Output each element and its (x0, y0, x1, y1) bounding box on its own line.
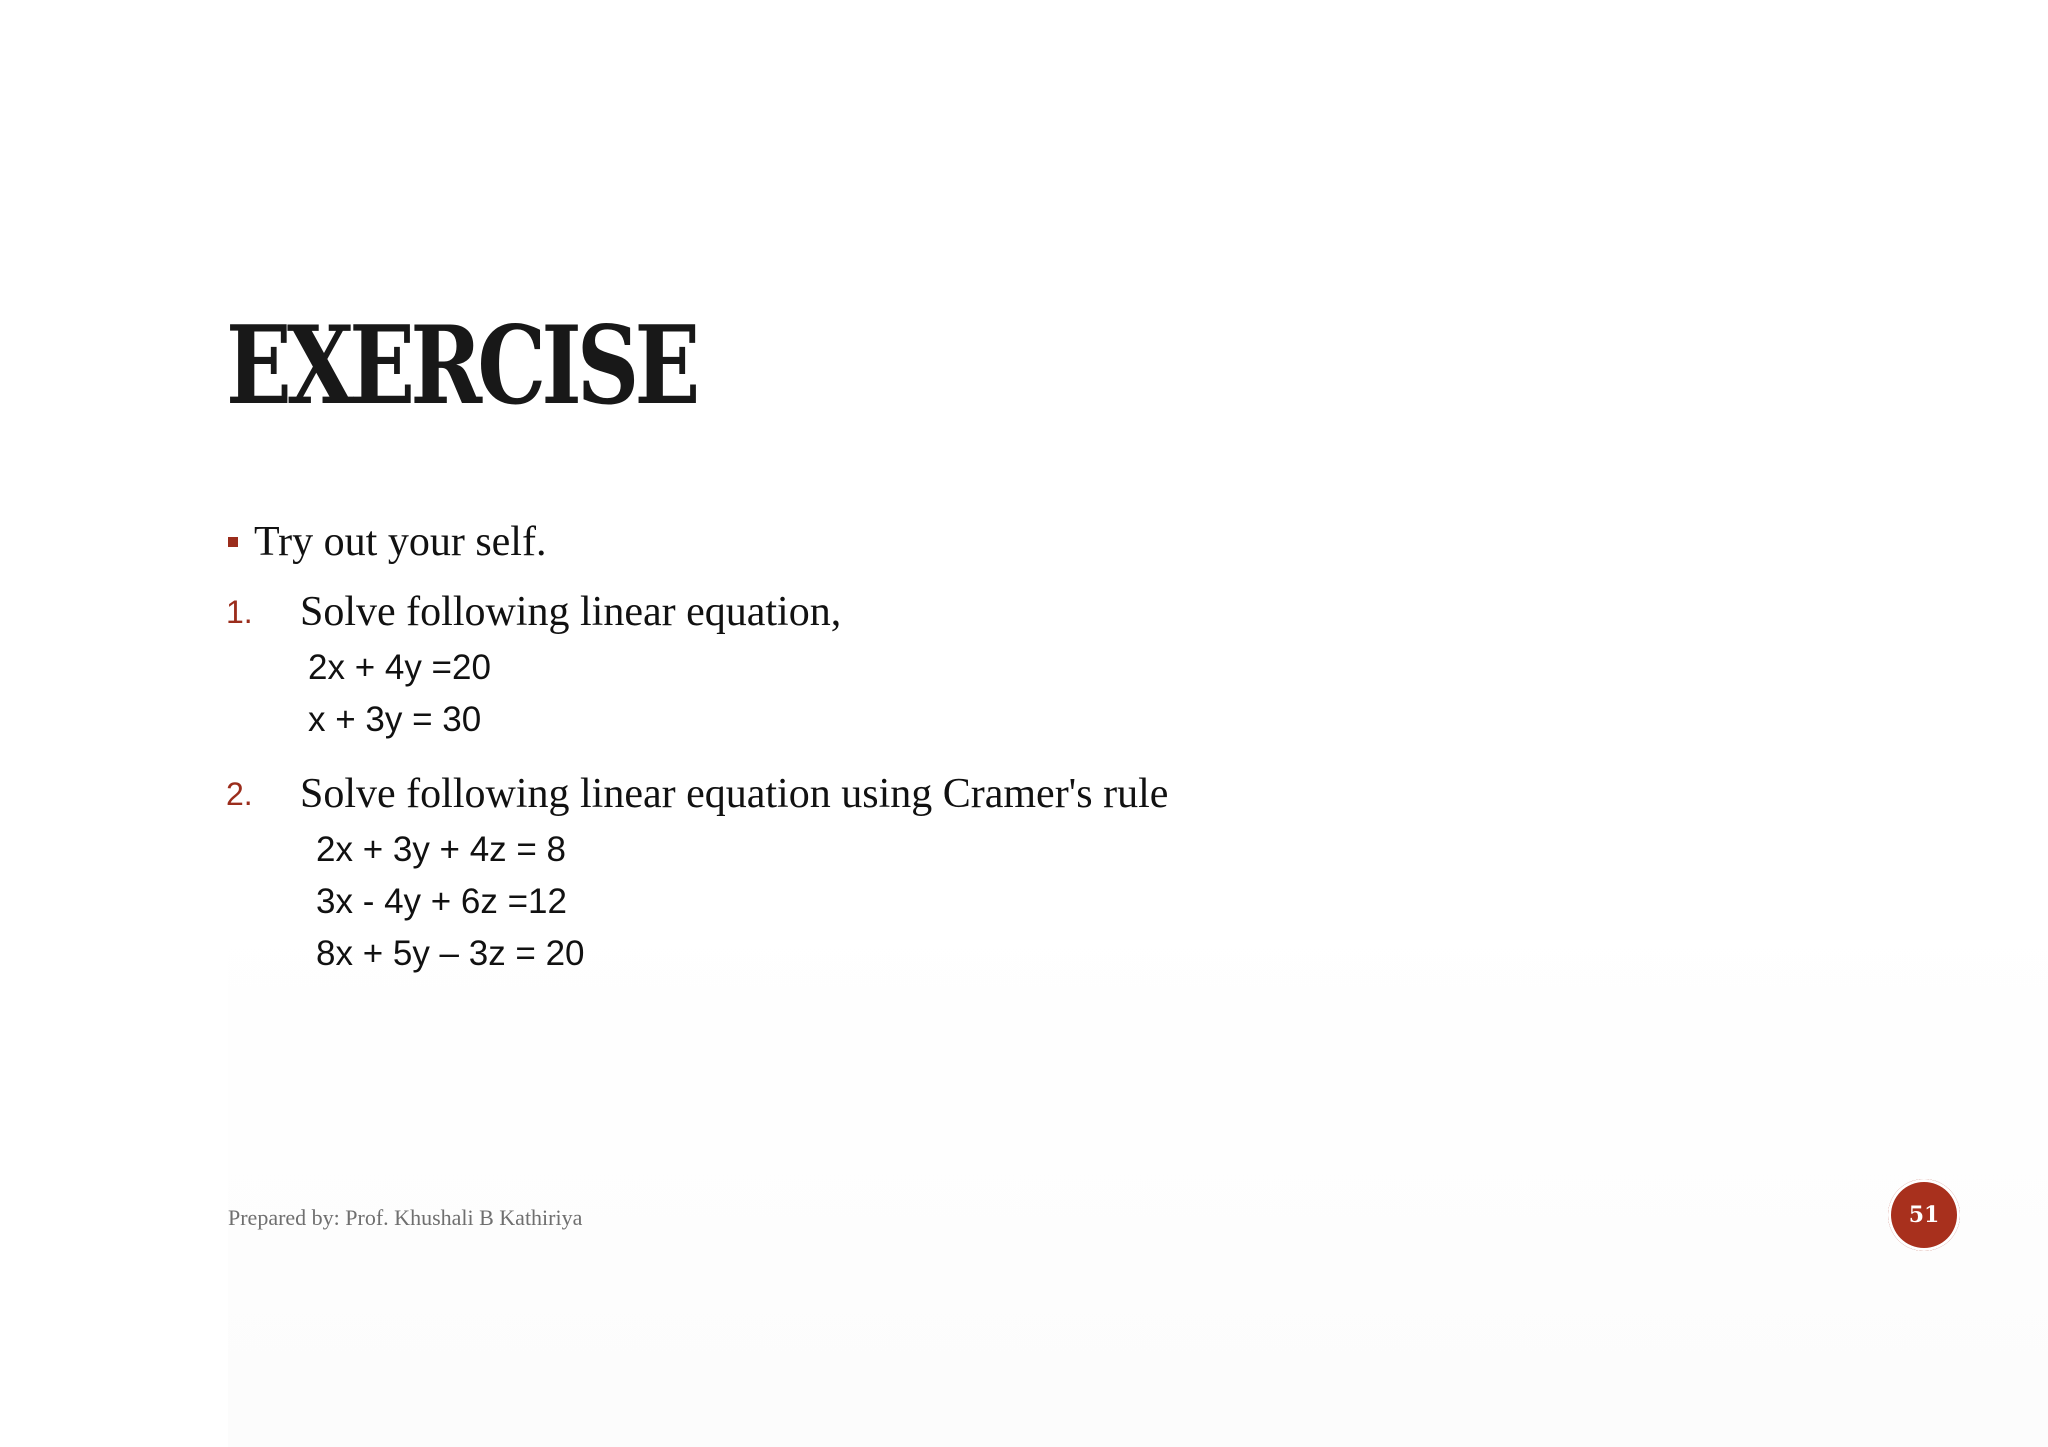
exercise-item-text: Solve following linear equation, (300, 589, 842, 635)
square-bullet-icon (228, 537, 238, 547)
bullet-item (226, 512, 1726, 572)
equation: 3x - 4y + 6z =12 (316, 882, 567, 921)
exercise-item-text: Solve following linear equation using Cramer's rule (300, 771, 1169, 817)
footer-credit: Prepared by: Prof. Khushali B Kathiriya (228, 1205, 583, 1230)
exercise-item-heading (226, 582, 1726, 642)
page-number-badge: 51 (1888, 1179, 1960, 1251)
equation: 8x + 5y – 3z = 20 (316, 934, 585, 973)
equation-list (308, 642, 1726, 746)
slide-content (226, 512, 1726, 980)
bullet-text: Try out your self. (254, 519, 547, 565)
exercise-item-number: 1. (226, 593, 253, 630)
equation: 2x + 3y + 4z = 8 (316, 830, 567, 869)
equation: x + 3y = 30 (308, 700, 482, 739)
exercise-item-heading (226, 764, 1726, 824)
exercise-item-2 (226, 764, 1726, 980)
equation-list (316, 824, 1726, 980)
slide-title: EXERCISE (226, 303, 696, 429)
exercise-item-1 (226, 582, 1726, 746)
equation: 2x + 4y =20 (308, 648, 491, 687)
exercise-item-number: 2. (226, 775, 253, 812)
slide-shade (228, 900, 2048, 1447)
